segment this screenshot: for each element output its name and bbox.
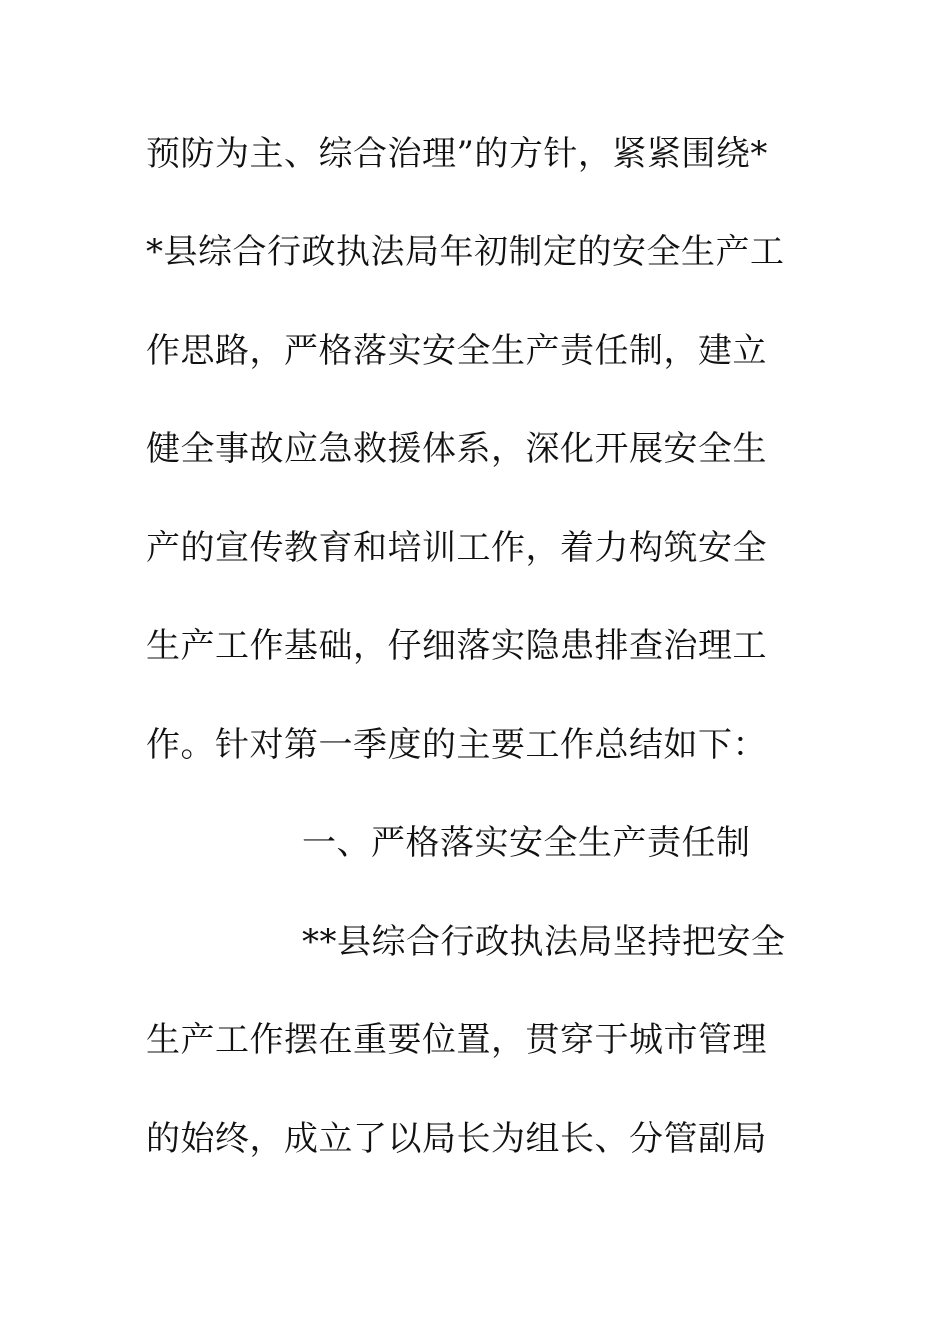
paragraph-line-9: 生产工作摆在重要位置，贯穿于城市管理	[146, 1020, 767, 1060]
paragraph-line-4: 健全事故应急救援体系，深化开展安全生	[146, 429, 767, 469]
paragraph-line-1: 预防为主、综合治理”的方针，紧紧围绕*	[146, 134, 768, 174]
paragraph-line-3: 作思路，严格落实安全生产责任制，建立	[146, 331, 767, 371]
paragraph-line-6: 生产工作基础，仔细落实隐患排查治理工	[146, 626, 767, 666]
paragraph-line-10: 的始终，成立了以局长为组长、分管副局	[146, 1119, 767, 1159]
paragraph-line-7: 作。针对第一季度的主要工作总结如下：	[146, 725, 767, 765]
paragraph-line-5: 产的宣传教育和培训工作，着力构筑安全	[146, 528, 767, 568]
section-heading: 一、严格落实安全生产责任制	[302, 823, 751, 863]
paragraph-line-2: *县综合行政执法局年初制定的安全生产工	[146, 232, 785, 272]
paragraph-line-8: **县综合行政执法局坚持把安全	[302, 922, 786, 962]
